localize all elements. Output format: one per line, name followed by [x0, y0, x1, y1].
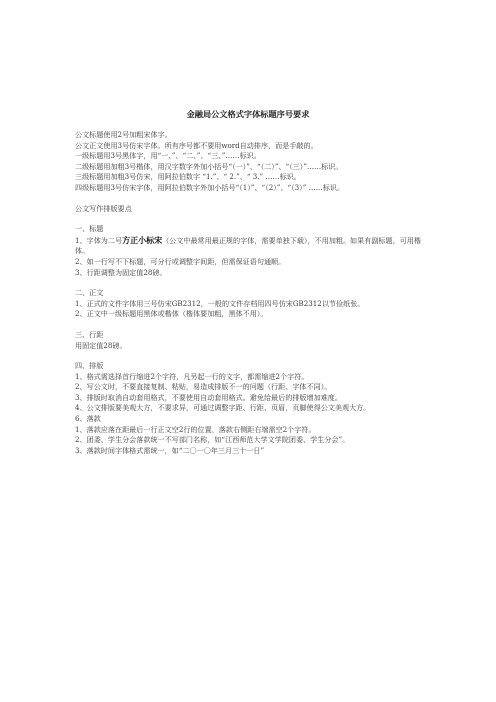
- document-title: 金融局公文格式字体标题序号要求: [186, 109, 310, 119]
- title-item-3: 3、行距调整为固定值28磅。: [75, 267, 167, 277]
- title-item-1-font: 方正小标宋: [122, 234, 163, 245]
- title-item-1: [75, 235, 421, 257]
- signature-item-3: 3、落款时间字体格式需统一，如“二〇一〇年三月三十一日”: [75, 445, 265, 455]
- section-heading: 公文写作排版要点: [75, 203, 132, 213]
- body-section-heading: 二、正文: [75, 288, 104, 298]
- signature-item-1: 1、落款应落在距最后一行正文空2行的位置，落款右侧距右端需空2个字符。: [75, 424, 316, 434]
- body-item-2: 2、正文中一级标题用黑体或楷体（楷体要加粗，黑体不用）。: [75, 309, 268, 319]
- layout-section-heading: 四、排版: [75, 361, 104, 371]
- layout-item-4: 4、公文排版要美观大方，不要求异，可通过调整字距、行距、页眉，页脚使得公文美观大方。: [75, 403, 371, 413]
- rule-line: 公文标题使用2号加粗宋体字。: [75, 130, 172, 139]
- title-item-1-pre: 1、字体为二号: [75, 235, 123, 245]
- spacing-section-heading: 三、行距: [75, 329, 104, 339]
- layout-item-1: 1、格式需选择首行缩进2个字符，凡另起一行的文字，都需缩进2个字符。: [75, 371, 309, 381]
- spacing-item-1: 用固定值28磅。: [75, 340, 127, 350]
- document-page: [75, 108, 421, 456]
- rule-line: 一级标题用3号黑体字，用“一、”、“二、”、“三、”……标识。: [75, 151, 261, 161]
- title-item-2: 2、如一行写不下标题，可分行或调整字间距，但需保证语句通顺。: [75, 256, 286, 266]
- layout-item-2: 2、写公文时，不要直接复制、粘贴，易造成排版不一的问题（行距、字体不同）。: [75, 382, 332, 392]
- rule-line: 四级标题用3号仿宋字体，用阿拉伯数字外加小括号“（1）”、“（2）”、“（3）” ……标识。: [75, 182, 345, 192]
- rule-line: 公文正文使用3号仿宋字体。所有序号都不要用word自动排序，而是手敲的。: [75, 140, 318, 150]
- rule-line: 二级标题用加粗3号楷体，用汉字数字外加小括号“（一）”、“（二）”、“（三）”……标识。: [75, 161, 343, 171]
- signature-section-heading: 6、落款: [75, 414, 101, 424]
- body-item-1: 1、正式的文件字体用三号仿宋GB2312，一般的文件存档用四号仿宋GB2312以节俭纸张。: [75, 298, 365, 308]
- title-item-1-post: （公文中最常用最正规的字体，需要单独下载），不用加粗。如果有副标题，可用楷体。: [75, 235, 421, 256]
- title-section-heading: 一、标题: [75, 224, 104, 234]
- rule-line: 三级标题用加粗3号仿宋，用阿拉伯数字 “1.”、“ 2.”、“ 3.” ……标识。: [75, 172, 301, 182]
- layout-item-3: 3、排版时取消自动套用格式，不要使用自动套用格式。避免给最后的排版增加难度。: [75, 392, 342, 402]
- signature-item-2: 2、团委、学生分会落款统一不写部门名称，如“江西师范大学文学院团委、学生分会”。: [75, 435, 350, 445]
